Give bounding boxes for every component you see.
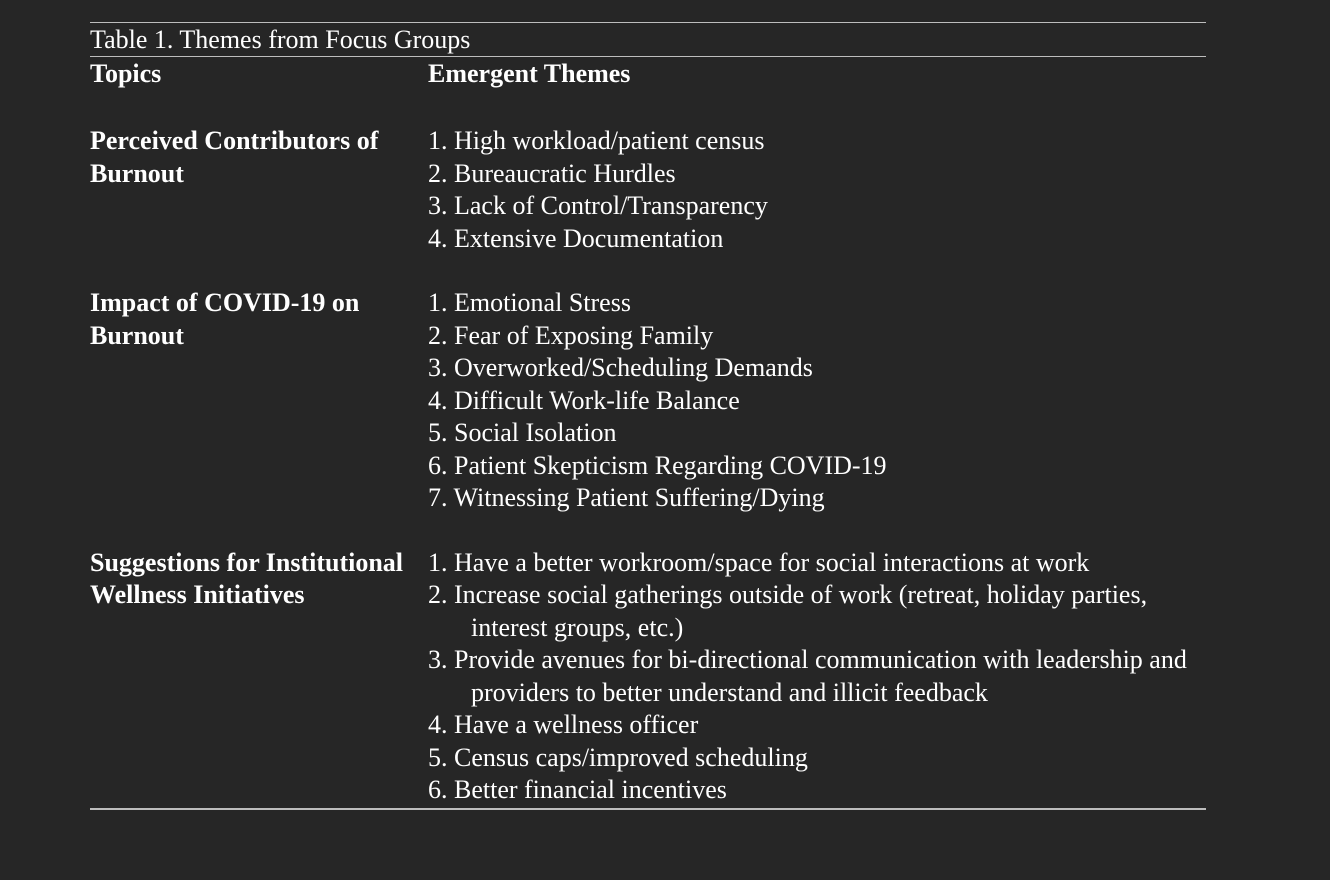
themes-cell	[428, 125, 1206, 255]
header-topics: Topics	[90, 59, 162, 88]
list-item: 7. Witnessing Patient Suffering/Dying	[428, 483, 825, 512]
list-item: 6. Patient Skepticism Regarding COVID-19	[428, 450, 887, 480]
list-item: 6. Better financial incentives	[428, 775, 727, 804]
table-row	[90, 547, 1206, 807]
list-item: 2. Increase social gatherings outside of work (retreat, holiday parties, interest groups, etc.)	[428, 580, 1148, 642]
list-item: 2. Fear of Exposing Family	[428, 320, 714, 350]
header-emergent-themes: Emergent Themes	[428, 59, 631, 88]
list-item: 5. Census caps/improved scheduling	[428, 742, 808, 772]
list-item: 1. High workload/patient census	[428, 126, 765, 155]
list-item: 4. Difficult Work-life Balance	[428, 385, 740, 415]
themes-table	[90, 22, 1206, 810]
list-item: 1. Have a better workroom/space for social interactions at work	[428, 547, 1090, 577]
list-item: 4. Have a wellness officer	[428, 710, 699, 739]
list-item: 3. Lack of Control/Transparency	[428, 191, 768, 220]
list-item: 5. Social Isolation	[428, 418, 617, 447]
topic-cell: Suggestions for Institutional Wellness Initiatives	[90, 547, 404, 609]
themes-cell	[428, 287, 1206, 515]
list-item: 4. Extensive Documentation	[428, 223, 724, 253]
list-item: 3. Provide avenues for bi-directional communication with leadership and providers to better understand and illicit feedback	[428, 645, 1187, 707]
bottom-rule	[90, 808, 1206, 810]
list-item: 3. Overworked/Scheduling Demands	[428, 353, 813, 382]
table-header-row	[90, 57, 1206, 91]
list-item: 1. Emotional Stress	[428, 288, 631, 317]
table-row	[90, 125, 1206, 255]
table-row	[90, 287, 1206, 515]
topic-cell: Impact of COVID-19 on Burnout	[90, 288, 360, 350]
list-item: 2. Bureaucratic Hurdles	[428, 158, 676, 188]
topic-cell: Perceived Contributors of Burnout	[90, 126, 379, 188]
table-caption: Table 1. Themes from Focus Groups	[90, 25, 471, 54]
themes-cell	[428, 547, 1206, 807]
